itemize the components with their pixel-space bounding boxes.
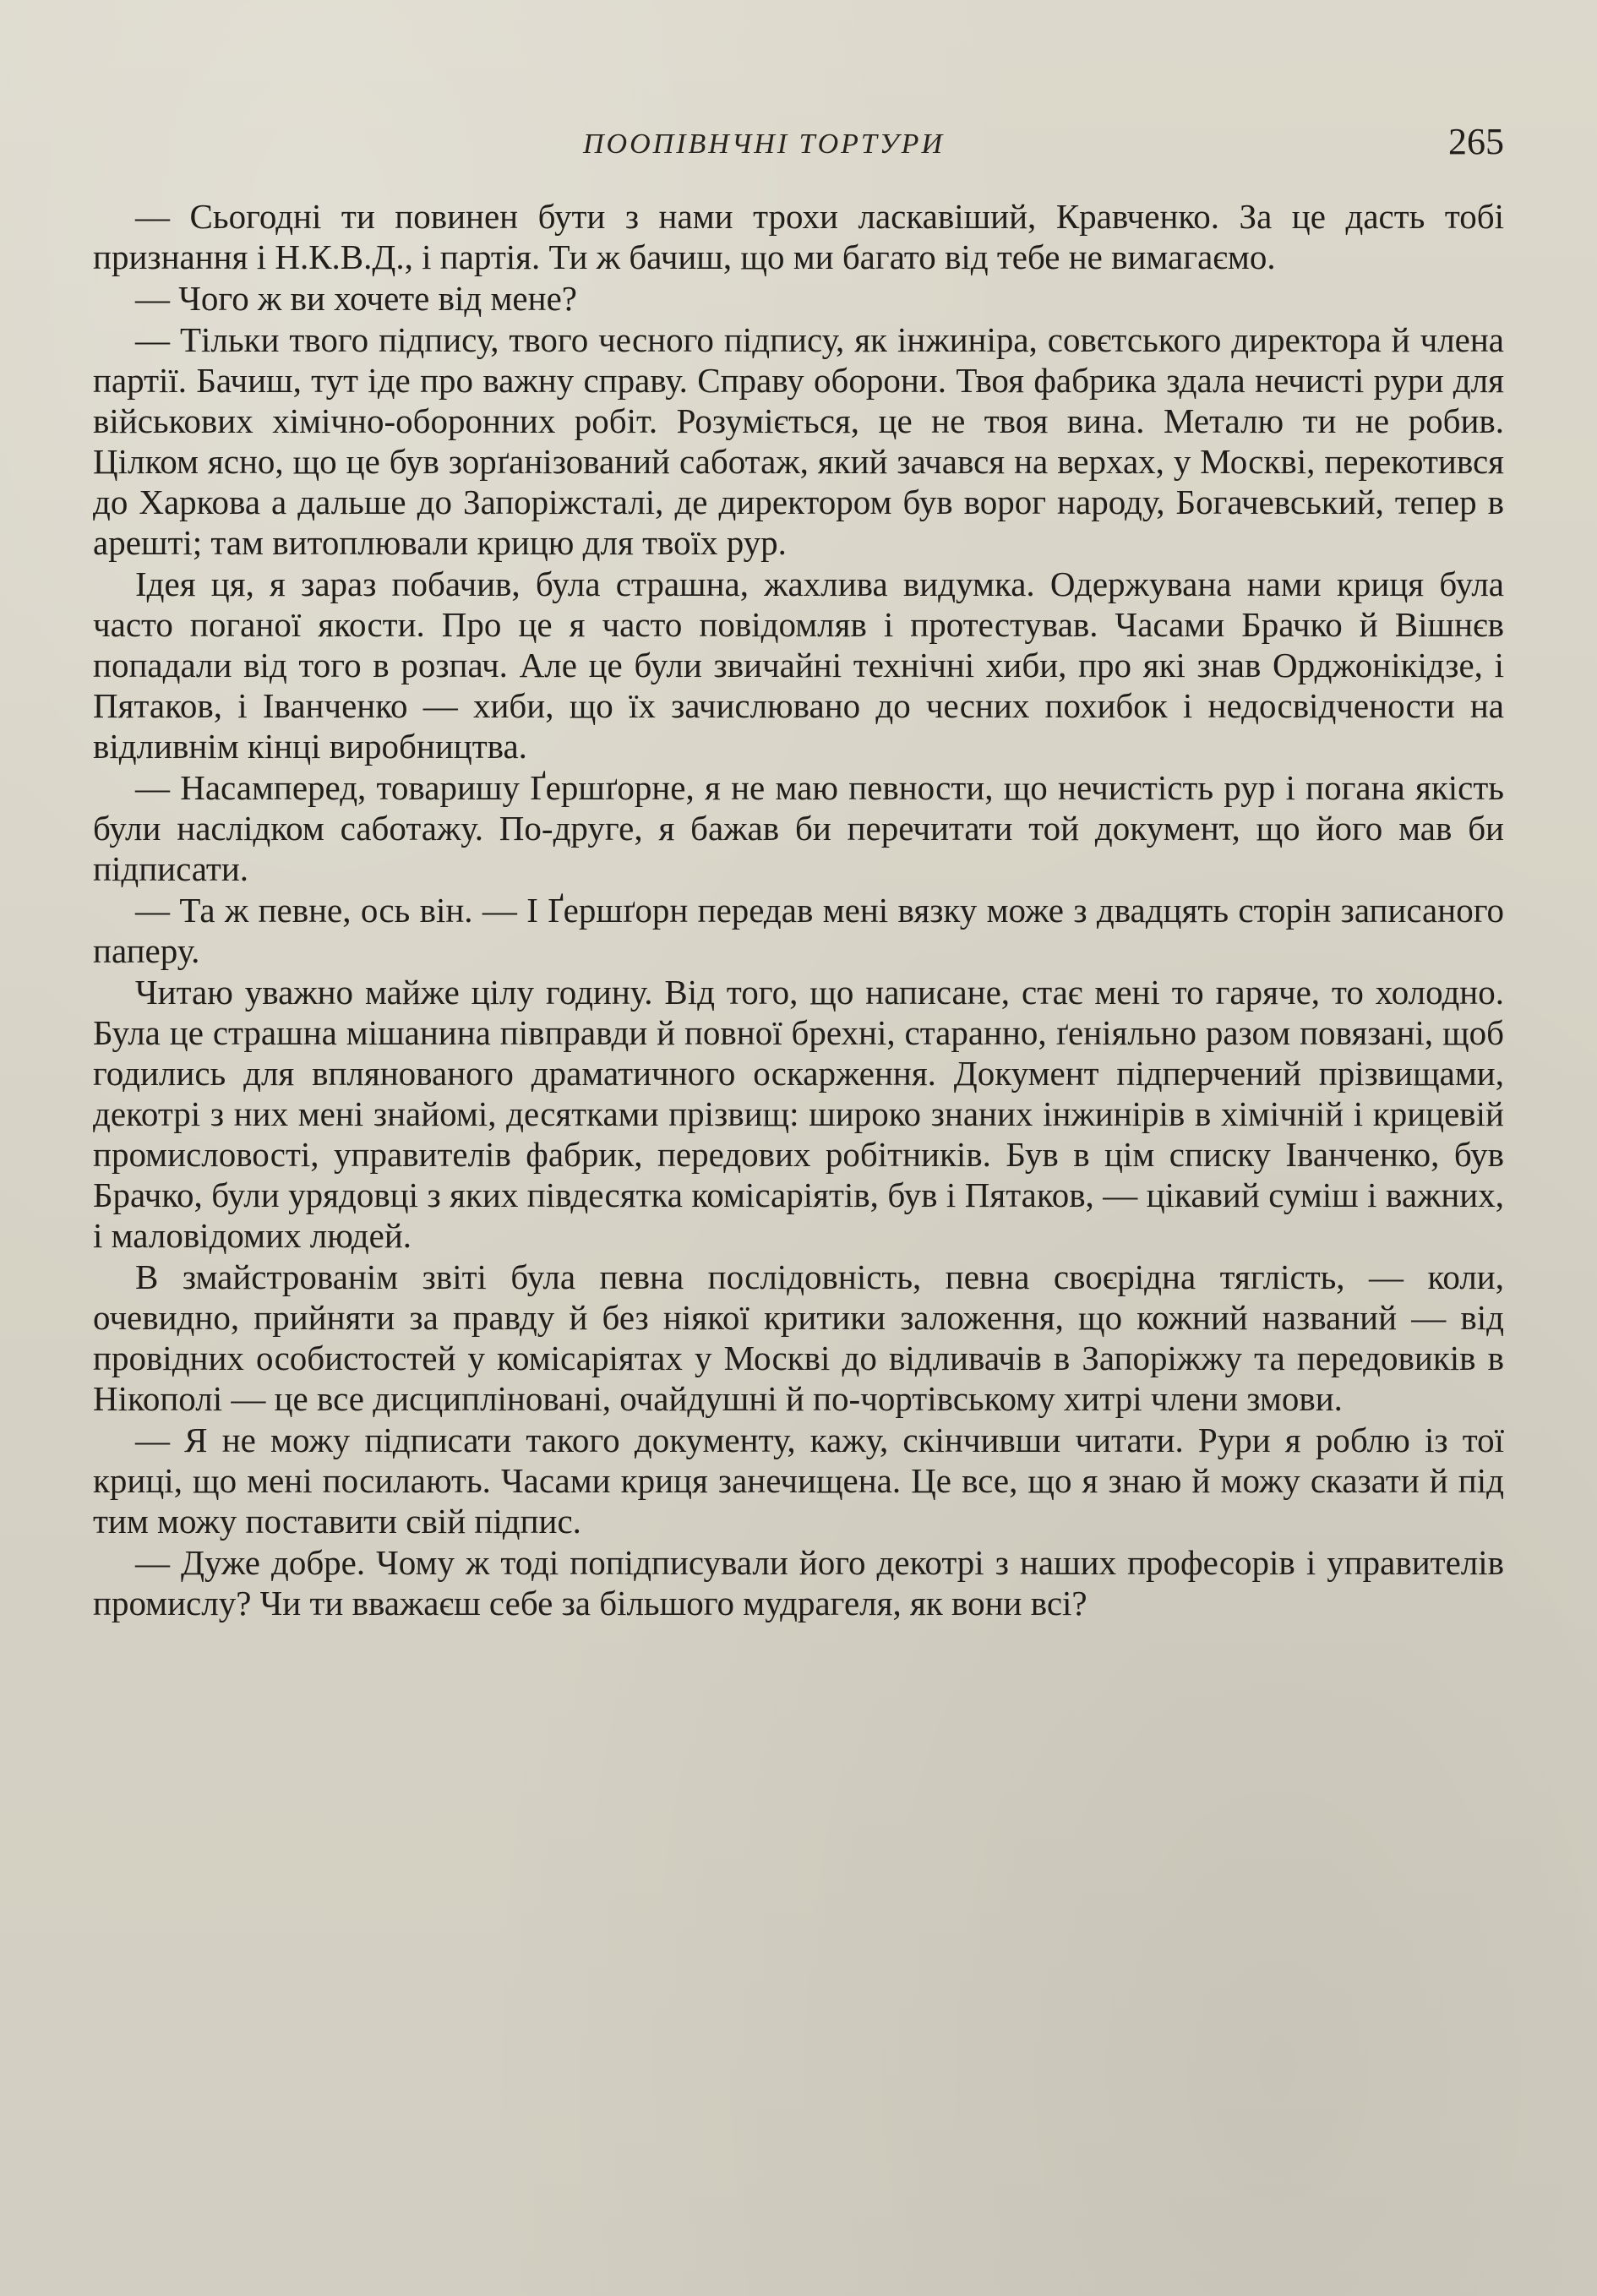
paragraph: — Чого ж ви хочете від мене?	[135, 279, 577, 318]
paragraph: — Дуже добре. Чому ж тоді попідписували його декотрі з наших професорів і управителів промислу? Чи ти вважаєш себе за більшого мудрагеля, як вони всі?	[93, 1543, 1504, 1622]
page-number: 265	[1448, 121, 1504, 162]
paragraph: — Насамперед, товаришу Ґершґорне, я не маю певности, що нечистість рур і погана якість були наслідком саботажу. По-друге, я бажав би перечитати той документ, що його мав би підписати.	[93, 768, 1504, 888]
paragraph: Читаю уважно майже цілу годину. Від того, що написане, стає мені то гаряче, то холодно. Була це страшна мішанина півправди й повної брехні, старанно, ґеніяльно разом повязані, щоб годились для вплянованого драматичного оскарження. Документ підперчений прізвищами, декотрі з них мені знайомі, десятками прізвищ: широко знаних інжинірів в хімічній і крицевій промисловості, управителів фабрик, передових робітників. Був в цім списку Іванченко, був Брачко, були урядовці з яких півдесятка комісаріятів, був і Пятаков, — цікавий суміш і важних, і маловідомих людей.	[93, 973, 1504, 1255]
paragraph: — Сьогодні ти повинен бути з нами трохи ласкавіший, Кравченко. За це дасть тобі признання і Н.К.В.Д., і партія. Ти ж бачиш, що ми багато від тебе не вимагаємо.	[93, 197, 1504, 276]
body-text	[93, 196, 1504, 1623]
page-header	[93, 120, 1504, 171]
running-title: ПООПІВНЧНІ ТОРТУРИ	[583, 128, 945, 160]
paragraph: — Тільки твого підпису, твого чесного підпису, як інжиніра, совєтського директора й члена партії. Бачиш, тут іде про важну справу. Справу оборони. Твоя фабрика здала нечисті рури для військових хімічно-оборонних робіт. Розуміється, це не твоя вина. Металю ти не робив. Цілком ясно, що це був зорґанізований саботаж, який зачався на верхах, у Москві, перекотився до Харкова а дальше до Запоріжсталі, де директором був ворог народу, Богачевський, тепер в арешті; там витоплювали крицю для твоїх рур.	[93, 320, 1504, 562]
paragraph: — Та ж певне, ось він. — І Ґершґорн передав мені вязку може з двадцять сторін записаного паперу.	[93, 891, 1504, 970]
paragraph: — Я не можу підписати такого документу, кажу, скінчивши читати. Рури я роблю із тої криці, що мені посилають. Часами криця занечищена. Це все, що я знаю й можу сказати й під тим можу поставити свій підпис.	[93, 1421, 1504, 1541]
paragraph: В змайстрованім звіті була певна послідовність, певна своєрідна тяглість, — коли, очевидно, прийняти за правду й без ніякої критики заложення, що кожний названий — від провідних особистостей у комісаріятах у Москві до відливачів в Запоріжжу та передовиків в Нікополі — це все дисципліновані, очайдушні й по-чортівському хитрі члени змови.	[93, 1257, 1504, 1418]
paragraph: Ідея ця, я зараз побачив, була страшна, жахлива видумка. Одержувана нами криця була часто поганої якости. Про це я часто повідомляв і протестував. Часами Брачко й Вішнєв попадали від того в розпач. Але це були звичайні технічні хиби, про які знав Орджонікідзе, і Пятаков, і Іванченко — хиби, що їх зачислювано до чесних похибок і недосвідчености на відливнім кінці виробництва.	[93, 564, 1504, 766]
